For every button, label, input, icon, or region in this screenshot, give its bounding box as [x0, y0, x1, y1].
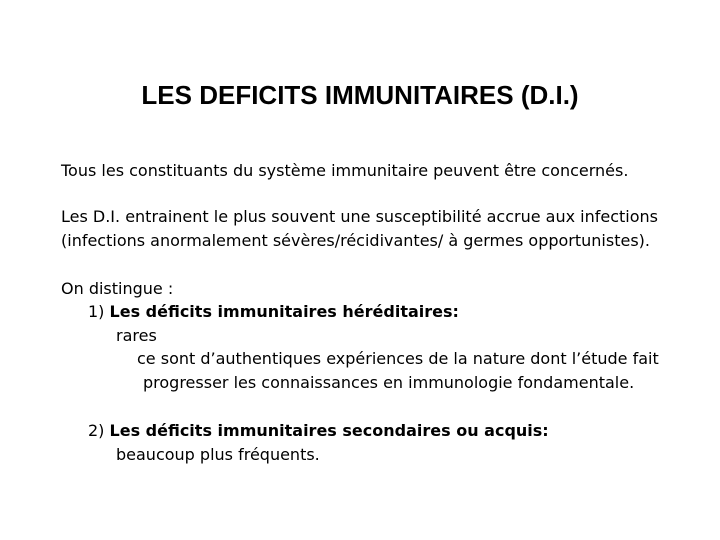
item1-detail-line1: ce sont d’authentiques expériences de la nature dont l’étude fait [137, 349, 659, 368]
slide-title: LES DEFICITS IMMUNITAIRES (D.I.) [141, 80, 579, 110]
paragraph-susceptibility-line1: Les D.I. entrainent le plus souvent une susceptibilité accrue aux infections [61, 207, 659, 226]
paragraph-constituents: Tous les constituants du système immunitaire peuvent être concernés. [61, 161, 629, 180]
item1-number: 1) [88, 302, 110, 321]
item2-heading-line [88, 420, 549, 442]
item1-heading-line [88, 301, 459, 323]
item1-detail-line2: progresser les connaissances en immunologie fondamentale. [143, 373, 635, 392]
item1-heading: Les déficits immunitaires héréditaires: [109, 302, 459, 321]
item1-rare: rares [116, 326, 157, 345]
item2-heading: Les déficits immunitaires secondaires ou acquis: [109, 421, 549, 440]
item2-number: 2) [88, 421, 110, 440]
paragraph-susceptibility-line2: (infections anormalement sévères/récidivantes/ à germes opportunistes). [61, 231, 650, 250]
intro-text: On distingue : [61, 279, 174, 298]
item2-detail: beaucoup plus fréquents. [116, 445, 320, 464]
